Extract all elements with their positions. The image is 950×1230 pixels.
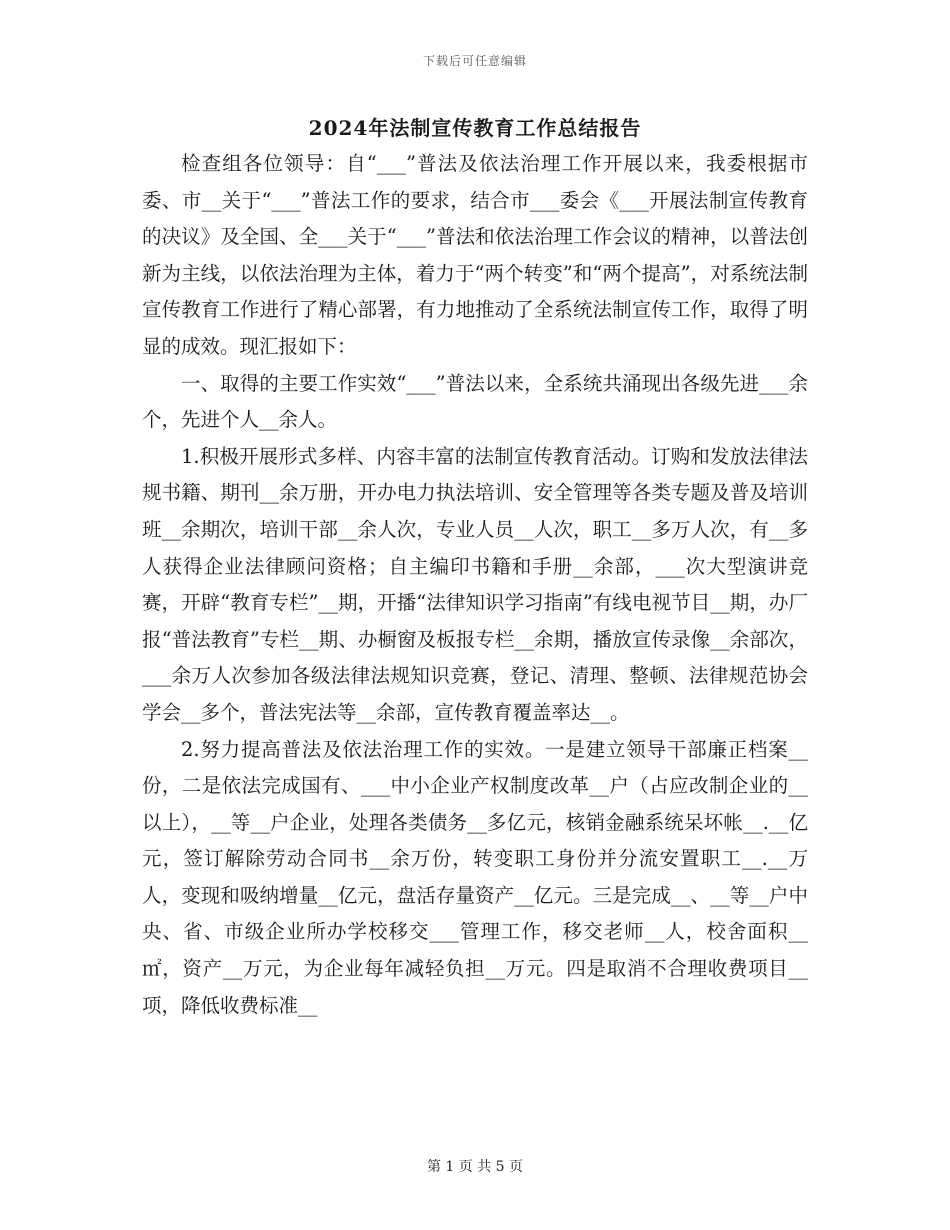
paragraph-item-1: 1.积极开展形式多样、内容丰富的法制宣传教育活动。订购和发放法律法规书籍、期刊__余万册，开办电力执法培训、安全管理等各类专题及普及培训班__余期次，培训干部__余人次，专业人员__人次，职工__多万人次，有__多人获得企业法律顾问资格；自主编印书籍和手册__余部，___次大型演讲竞赛，开辟“教育专栏”__期，开播“法律知识学习指南”有线电视节目__期，办厂报“普法教育”专栏__期、办橱窗及板报专栏__余期，播放宣传录像__余部次，___余万人次参加各级法律法规知识竞赛，登记、清理、整顿、法律规范协会学会__多个，普法宪法等__余部，宣传教育覆盖率达__。 (142, 444, 808, 724)
header-note: 下载后可任意编辑 (422, 54, 527, 68)
paragraph-intro: 检查组各位领导：自“___”普法及依法治理工作开展以来，我委根据市委、市__关于“___”普法工作的要求，结合市___委会《___开展法制宣传教育的决议》及全国、全___关于“___”普法和依法治理工作会议的精神，以普法创新为主线，以依法治理为主体，着力于“两个转变”和“两个提高”，对系统法制宣传教育工作进行了精心部署，有力地推动了全系统法制宣传工作，取得了明显的成效。现汇报如下： (142, 152, 808, 358)
document-title: 2024年法制宣传教育工作总结报告 (308, 116, 642, 140)
paragraph-item-2: 2.努力提高普法及依法治理工作的实效。一是建立领导干部廉正档案__份，二是依法完成国有、___中小企业产权制度改革__户（占应改制企业的__以上），__等__户企业，处理各类债务__多亿元，核销金融系统呆坏帐__.__亿元，签订解除劳动合同书__余万份，转变职工身份并分流安置职工__.__万人，变现和吸纳增量__亿元，盘活存量资产__亿元。三是完成__、__等__户中央、省、市级企业所办学校移交___管理工作，移交老师__人，校舍面积__㎡，资产__万元，为企业每年减轻负担__万元。四是取消不合理收费项目__项，降低收费标准__ (142, 737, 808, 1017)
paragraph-section-1: 一、取得的主要工作实效“___”普法以来，全系统共涌现出各级先进___余个，先进个人__余人。 (142, 371, 808, 432)
page-footer: 第 1 页 共 5 页 (426, 1159, 524, 1175)
document-body (142, 146, 808, 1024)
